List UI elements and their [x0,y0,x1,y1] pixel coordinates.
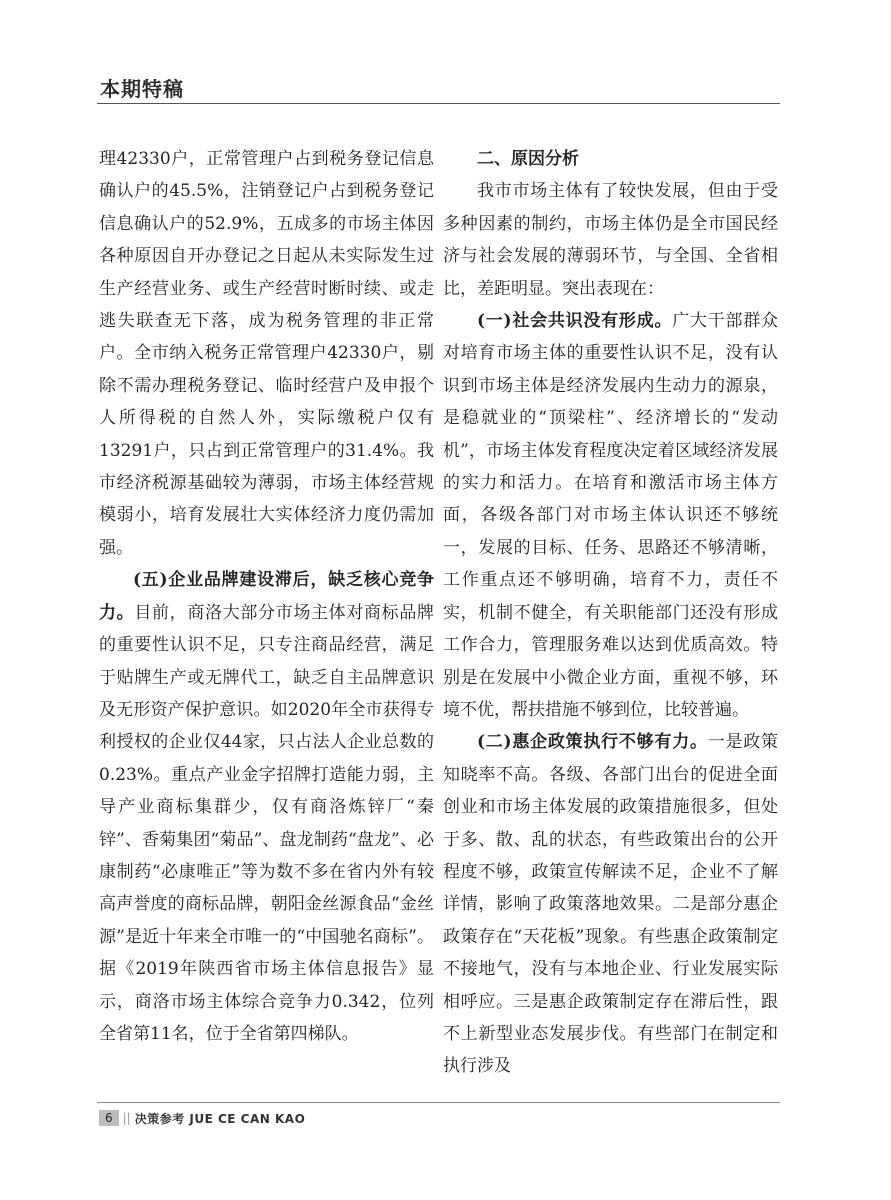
subsection-heading-1: (一)社会共识没有形成。 [477,311,673,332]
header-bar [97,68,780,102]
header-divider [97,103,780,104]
page-number: 6 [99,1110,119,1126]
subsection-heading-5: (五)企业品牌建设滞后，缺乏核心竞争力。 [99,570,434,623]
page-footer [99,1108,305,1128]
section-title-cause-analysis: 二、原因分析 [477,149,579,169]
left-column [99,143,434,1050]
right-paragraph-2-body: 广大干部群众对培育市场主体的重要性认识不足，没有认识到市场主体是经济发展内生动力的源泉，是稳就业的“顶梁柱”、经济增长的“发动机”，市场主体发育程度决定着区域经济发展的实力和活力。在培育和激活市场主体方面，各级各部门对市场主体认识还不够统一，发展的目标、任务、思路还不够清晰，工作重点还不够明确，培育不力，责任不实，机制不健全，有关职能部门还没有形成工作合力，管理服务难以达到优质高效。特别是在发展中小微企业方面，重视不够，环境不优，帮扶措施不够到位，比较普遍。 [443,311,778,720]
left-paragraph-2-body: 目前，商洛大部分市场主体对商标品牌的重要性认识不足，只专注商品经营，满足于贴牌生产或无牌代工，缺乏自主品牌意识及无形资产保护意识。如2020年全市获得专利授权的企业仅44家，只占法人企业总数的0.23%。重点产业金字招牌打造能力弱，主导产业商标集群少，仅有商洛炼锌厂“秦锌”、香菊集团“菊品”、盘龙制药“盘龙”、必康制药“必康唯正”等为数不多在省内外有较高声誉度的商标品牌，朝阳金丝源食品“金丝源”是近十年来全市唯一的“中国驰名商标”。据《2019年陕西省市场主体信息报告》显示，商洛市场主体综合竞争力0.342，位列全省第11名，位于全省第四梯队。 [99,602,435,1044]
right-paragraph-1: 我市市场主体有了较快发展，但由于受多种因素的制约，市场主体仍是全市国民经济与社会发展的薄弱环节，与全国、全省相比，差距明显。突出表现在： [443,181,778,299]
right-paragraph-3-body: 一是政策知晓率不高。各级、各部门出台的促进全面创业和市场主体发展的政策措施很多，但处于多、散、乱的状态，有些政策出台的公开程度不够，政策宣传解读不足，企业不了解详情，影响了政策落地效果。二是部分惠企政策存在“天花板”现象。有些惠企政策制定不接地气，没有与本地企业、行业发展实际相呼应。三是惠企政策制定存在滞后性，跟不上新型业态发展步伐。有些部门在制定和执行涉及 [443,732,778,1077]
right-paragraph-3 [443,726,778,1082]
footer-separator: || [122,1111,131,1125]
publication-name: 决策参考 JUE CE CAN KAO [134,1111,306,1126]
footer-divider [97,1102,780,1103]
left-paragraph-2 [99,564,434,1050]
right-paragraph-2 [443,305,778,726]
left-paragraph-1: 理42330户，正常管理户占到税务登记信息确认户的45.5%，注销登记户占到税务登记信息确认户的52.9%，五成多的市场主体因各种原因自开办登记之日起从未实际发生过生产经营业务、或生产经营时断时续、或走逃失联查无下落，成为税务管理的非正常户。全市纳入税务正常管理户42330户，剔除不需办理税务登记、临时经营户及申报个人所得税的自然人外，实际缴税户仅有13291户，只占到正常管理户的31.4%。我市经济税源基础较为薄弱，市场主体经营规模弱小，培育发展壮大实体经济力度仍需加强。 [99,149,434,558]
section-header-title: 本期特稿 [100,77,184,101]
subsection-heading-2: (二)惠企政策执行不够有力。 [477,732,708,753]
right-column [443,143,778,1083]
